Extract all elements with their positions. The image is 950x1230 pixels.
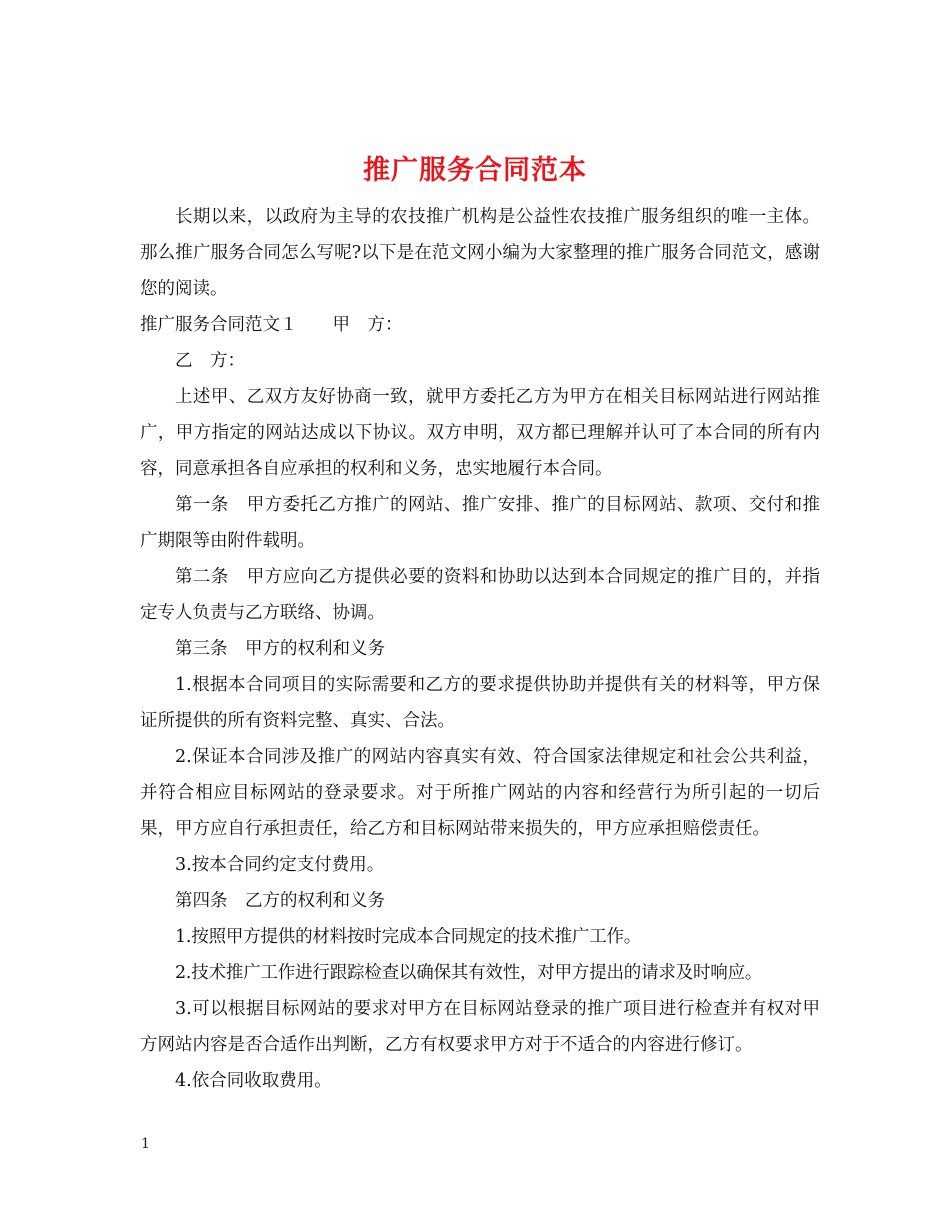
article-four-item-3: 3.可以根据目标网站的要求对甲方在目标网站登录的推广项目进行检查并有权对甲方网站内容是否合适作出判断，乙方有权要求甲方对于不适合的内容进行修订。 <box>140 999 820 1055</box>
article-three-item-2: 2.保证本合同涉及推广的网站内容真实有效、符合国家法律规定和社会公共利益，并符合相应目标网站的登录要求。对于所推广网站的内容和经营行为所引起的一切后果，甲方应自行承担责任，给乙方和目标网站带来损失的，甲方应承担赔偿责任。 <box>140 747 820 839</box>
document-body <box>140 199 820 1099</box>
article-two: 第二条 甲方应向乙方提供必要的资料和协助以达到本合同规定的推广目的，并指定专人负责与乙方联络、协调。 <box>140 567 820 623</box>
intro-paragraph: 长期以来，以政府为主导的农技推广机构是公益性农技推广服务组织的唯一主体。那么推广服务合同怎么写呢?以下是在范文网小编为大家整理的推广服务合同范文，感谢您的阅读。 <box>140 207 820 299</box>
agreement-paragraph: 上述甲、乙双方友好协商一致，就甲方委托乙方为甲方在相关目标网站进行网站推广，甲方指定的网站达成以下协议。双方申明，双方都已理解并认可了本合同的所有内容，同意承担各自应承担的权利和义务，忠实地履行本合同。 <box>140 387 820 479</box>
article-four-item-2: 2.技术推广工作进行跟踪检查以确保其有效性，对甲方提出的请求及时响应。 <box>175 963 763 983</box>
article-three-heading: 第三条 甲方的权利和义务 <box>175 639 385 659</box>
page-number: 1 <box>141 1136 150 1152</box>
article-four-item-1: 1.按照甲方提供的材料按时完成本合同规定的技术推广工作。 <box>175 927 642 947</box>
article-three-item-3: 3.按本合同约定支付费用。 <box>175 855 385 875</box>
article-one: 第一条 甲方委托乙方推广的网站、推广安排、推广的目标网站、款项、交付和推广期限等由附件载明。 <box>140 495 820 551</box>
party-b-line: 乙 方： <box>175 351 245 371</box>
article-four-heading: 第四条 乙方的权利和义务 <box>175 891 385 911</box>
sample-heading-party-a: 推广服务合同范文１ 甲 方： <box>140 315 403 335</box>
article-four-item-4: 4.依合同收取费用。 <box>175 1071 332 1091</box>
article-three-item-1: 1.根据本合同项目的实际需要和乙方的要求提供协助并提供有关的材料等，甲方保证所提供的所有资料完整、真实、合法。 <box>140 675 820 731</box>
document-title: 推广服务合同范本 <box>363 155 587 187</box>
